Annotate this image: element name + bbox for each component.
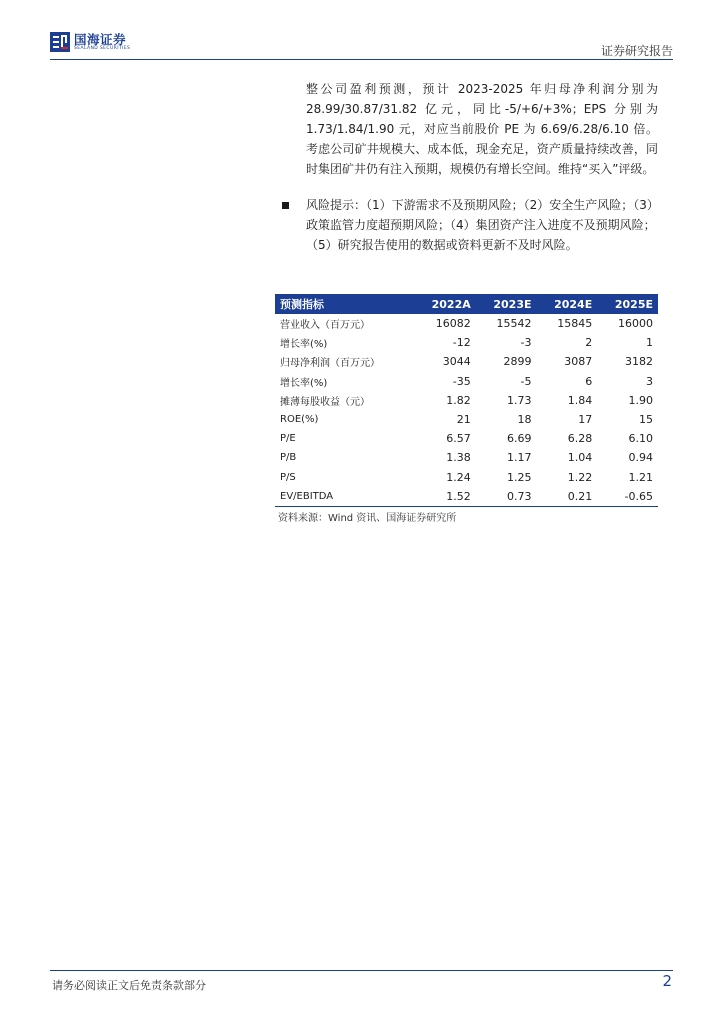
- table-header-cell: 2022A: [414, 294, 476, 314]
- table-cell: 1.52: [414, 487, 476, 507]
- table-cell: 6.57: [446, 432, 471, 446]
- table-row: [275, 333, 658, 352]
- row-label: ROE(%): [280, 414, 319, 426]
- table-cell: 1: [646, 336, 653, 350]
- table-cell: 1.21: [628, 470, 653, 484]
- table-row: [275, 410, 658, 429]
- row-label: 归母净利润（百万元）: [280, 358, 380, 370]
- table-cell: -35: [452, 374, 471, 388]
- footer-divider: [50, 970, 673, 971]
- table-cell: 17: [578, 413, 593, 427]
- table-cell: 0.21: [537, 487, 598, 507]
- table-cell: 18: [517, 413, 532, 427]
- table-cell: 2: [585, 336, 593, 350]
- forecast-paragraph: 整公司盈利预测，预计 2023-2025 年归母净利润分别为 28.99/30.87/31.82 亿元，同比-5/+6/+3%；EPS 分别为 1.73/1.84/1.90 元，对应当前股价 PE 为 6.69/6.28/6.10 倍。考虑公司矿井规模大、成本低，现金充足，资产质量持续改善，同时集团矿井仍有注入预期，规模仍有增长空间。维持“买入”评级。: [306, 82, 658, 176]
- table-cell: 1.84: [567, 393, 593, 407]
- row-label: EV/EBITDA: [275, 487, 414, 507]
- table-cell: 16082: [435, 317, 471, 331]
- footer-disclaimer: 请务必阅读正文后免责条款部分: [52, 979, 206, 992]
- table-row: [275, 391, 658, 410]
- table-header-cell: 预测指标: [275, 294, 414, 314]
- table-cell: 0.73: [476, 487, 537, 507]
- page-header: [50, 30, 673, 60]
- table-header-cell: 2024E: [537, 294, 598, 314]
- table-cell: 1.38: [446, 451, 471, 465]
- table-cell: 3044: [442, 355, 471, 369]
- table-cell: 1.24: [446, 470, 471, 484]
- table-row: [275, 448, 658, 467]
- table-cell: -5: [520, 374, 532, 388]
- table-row: [275, 372, 658, 391]
- table-cell: 3182: [625, 355, 653, 369]
- table-cell: 6.10: [628, 432, 653, 446]
- table-row: [275, 487, 658, 507]
- table-cell: 1.17: [507, 451, 532, 465]
- table-cell: 6.28: [567, 432, 593, 446]
- table-cell: 3087: [564, 355, 593, 369]
- table-row: [275, 468, 658, 487]
- table-cell: -12: [452, 336, 471, 350]
- row-label: 营业收入（百万元）: [280, 320, 370, 332]
- table-cell: 15: [639, 413, 653, 427]
- row-label: 摊薄每股收益（元）: [280, 396, 370, 408]
- row-label: 增长率(%): [280, 377, 328, 389]
- row-label: P/S: [280, 471, 296, 483]
- table-row: [275, 314, 658, 333]
- row-label: 增长率(%): [280, 339, 328, 351]
- table-cell: 15845: [557, 317, 593, 331]
- table-cell: 1.73: [507, 393, 532, 407]
- table-cell: -0.65: [597, 487, 658, 507]
- table-cell: 6.69: [507, 432, 532, 446]
- table-cell: 0.94: [628, 451, 653, 465]
- table-cell: 1.82: [446, 393, 471, 407]
- bullet-square-icon: [282, 202, 289, 209]
- table-header-row: [275, 294, 658, 314]
- table-cell: -3: [520, 336, 532, 350]
- row-label: P/E: [280, 433, 296, 445]
- table-row: [275, 352, 658, 371]
- sealand-logo-icon: [50, 32, 70, 52]
- table-cell: 15542: [496, 317, 532, 331]
- table-cell: 1.25: [507, 470, 532, 484]
- report-type: 证券研究报告: [600, 44, 673, 58]
- table-header-cell: 2025E: [597, 294, 658, 314]
- forecast-table: [275, 294, 658, 507]
- logo-chinese-name: 国海证券: [74, 31, 127, 47]
- table-source-note: 资料来源：Wind 资讯、国海证券研究所: [278, 513, 457, 524]
- table-cell: 2899: [503, 355, 532, 369]
- risk-warning-paragraph: 风险提示：（1）下游需求不及预期风险；（2）安全生产风险；（3）政策监管力度超预期风险；（4）集团资产注入进度不及预期风险；（5）研究报告使用的数据或资料更新不及时风险。: [306, 198, 656, 252]
- header-divider: [50, 59, 673, 60]
- table-cell: 1.90: [628, 393, 653, 407]
- company-logo: [50, 32, 130, 52]
- table-row: [275, 429, 658, 448]
- table-header-cell: 2023E: [476, 294, 537, 314]
- table-cell: 1.04: [567, 451, 593, 465]
- table-cell: 21: [456, 413, 471, 427]
- row-label: P/B: [280, 452, 297, 464]
- logo-english-name: SEALAND SECURITIES: [74, 45, 131, 51]
- table-cell: 3: [646, 374, 653, 388]
- page-number: 2: [662, 972, 672, 990]
- table-cell: 1.22: [567, 470, 593, 484]
- table-cell: 6: [585, 374, 593, 388]
- table-cell: 16000: [618, 317, 653, 331]
